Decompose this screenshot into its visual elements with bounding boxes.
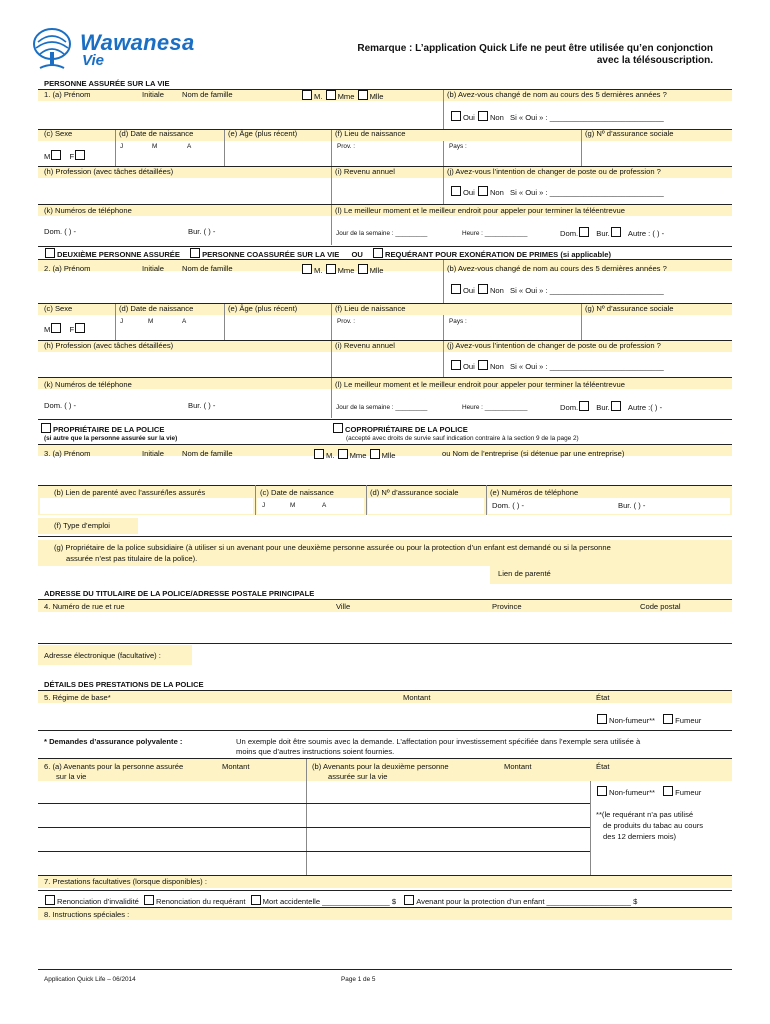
phone-bur-3: Bur. ( ) -	[618, 501, 646, 510]
divider	[224, 130, 225, 167]
question-best-time-2: (l) Le meilleur moment et le meilleur endroit pour appeler pour terminer la téléentrevue	[335, 380, 625, 389]
checkbox-sexe-f[interactable]	[75, 150, 85, 160]
label-revenu-2: (i) Revenu annuel	[335, 341, 395, 350]
label-montant: Montant	[403, 693, 431, 702]
label-dob: (d) Date de naissance	[119, 129, 194, 138]
label-tel: (k) Numéros de téléphone	[44, 206, 132, 215]
divider	[443, 315, 444, 341]
section1-title: PERSONNE ASSURÉE SUR LA VIE	[44, 79, 170, 88]
divider	[443, 167, 444, 205]
label-demandes: * Demandes d’assurance polyvalente :	[44, 737, 183, 746]
phone-dom-3: Dom. ( ) -	[492, 501, 525, 510]
phone-dom-2: Dom. ( ) -	[44, 401, 77, 410]
jour-semaine-1: Jour de la semaine : _________	[336, 230, 428, 237]
checkbox-bur[interactable]	[611, 227, 621, 237]
label-initiale-2: Initiale	[142, 264, 164, 273]
label-nom: Nom de famille	[182, 90, 233, 99]
divider	[443, 341, 444, 378]
label-lien: (b) Lien de parenté avec l’assuré/les assurés	[54, 488, 206, 497]
label-nas: (g) Nº d’assurance sociale	[585, 129, 674, 138]
label-ville: Ville	[336, 602, 351, 611]
dob-m-2: M	[148, 318, 154, 325]
checkbox-mlle[interactable]	[358, 264, 368, 274]
label-avenants-a-2: sur la vie	[56, 772, 87, 781]
job-change-answer-2: Oui Non Si « Oui » : ___________________________	[450, 360, 664, 372]
divider	[38, 485, 732, 486]
divider	[331, 378, 332, 418]
optional-benefits: Renonciation d’invalidité Renonciation du requérant Mort accidentelle ________________ $ Avenant pour la protection d’un enfant ____________________ $	[44, 895, 637, 907]
title-checkboxes-2: M. Mme Mlle	[301, 264, 384, 276]
checkbox-oui[interactable]	[451, 111, 461, 121]
label-revenu: (i) Revenu annuel	[335, 167, 395, 176]
label-m: M.	[314, 92, 323, 101]
label-prenom-2: 2. (a) Prénom	[44, 264, 91, 273]
checkbox-mort-accidentelle[interactable]	[251, 895, 261, 905]
label-instructions: 8. Instructions spéciales :	[44, 910, 130, 919]
checkbox-sexe-m[interactable]	[51, 150, 61, 160]
field-bg	[38, 600, 732, 612]
label-profession-2: (h) Profession (avec tâches détaillées)	[44, 341, 174, 350]
exemple-line-1: Un exemple doit être soumis avec la demande. L’affectation pour investissement spécifiée dans l’exemple sera utilisée à	[236, 737, 641, 746]
checkbox-non[interactable]	[478, 360, 488, 370]
checkbox-m[interactable]	[302, 264, 312, 274]
nas-input-3[interactable]	[368, 498, 484, 514]
label-age-2: (e) Âge (plus récent)	[228, 304, 298, 313]
divider	[38, 803, 590, 804]
footnote-line-1: **(le requérant n’a pas utilisé	[596, 810, 694, 819]
section2-title: DEUXIÈME PERSONNE ASSURÉE PERSONNE COASSURÉE SUR LA VIE OU REQUÉRANT POUR EXONÉRATION DE PRIMES (si applicable)	[44, 248, 611, 260]
title-checkboxes-1	[301, 90, 384, 102]
logo-text-sub: Vie	[82, 52, 104, 69]
lien-input[interactable]	[40, 498, 253, 514]
jour-semaine-2: Jour de la semaine : _________	[336, 404, 428, 411]
coowner-title: COPROPRIÉTAIRE DE LA POLICE	[332, 423, 468, 435]
tel-input-3[interactable]	[488, 498, 730, 514]
label-initiale: Initiale	[142, 90, 164, 99]
dob-j-3: J	[262, 502, 266, 509]
checkbox-proprietaire[interactable]	[41, 423, 51, 433]
checkbox-dom[interactable]	[579, 401, 589, 411]
smoker-status-1: Non-fumeur** Fumeur	[596, 714, 701, 726]
title-checkboxes-3: M. Mme Mlle	[313, 449, 396, 461]
label-regime: 5. Régime de base*	[44, 693, 111, 702]
field-bg	[38, 691, 732, 703]
footnote-line-3: des 12 derniers mois)	[603, 832, 677, 841]
remark-line-2: avec la télésouscription.	[596, 55, 713, 66]
label-entreprise: ou Nom de l’entreprise (si détenue par une entreprise)	[442, 449, 625, 458]
label-nas-2: (g) Nº d’assurance sociale	[585, 304, 674, 313]
label-lien-parente: Lien de parenté	[498, 569, 551, 578]
name-change-answer-2: Oui Non Si « Oui » : ___________________________	[450, 284, 664, 296]
checkbox-fumeur[interactable]	[663, 786, 673, 796]
checkbox-bur[interactable]	[611, 401, 621, 411]
divider	[38, 643, 732, 644]
divider	[331, 167, 332, 205]
label-type-emploi: (f) Type d’emploi	[54, 521, 110, 530]
checkbox-dom[interactable]	[579, 227, 589, 237]
label-montant-b: Montant	[504, 762, 532, 771]
label-lieu-2: (f) Lieu de naissance	[335, 304, 406, 313]
divider	[331, 130, 332, 167]
footer-page: Page 1 de 5	[341, 976, 376, 983]
label-etat-b: État	[596, 762, 610, 771]
label-email: Adresse électronique (facultative) :	[44, 651, 161, 660]
label-montant-a: Montant	[222, 762, 250, 771]
section5-title: DÉTAILS DES PRESTATIONS DE LA POLICE	[44, 680, 204, 689]
section4-title: ADRESSE DU TITULAIRE DE LA POLICE/ADRESSE POSTALE PRINCIPALE	[44, 589, 315, 598]
checkbox-avenant-enfant[interactable]	[404, 895, 414, 905]
exemple-line-2: moins que d’autres instructions soient fournies.	[236, 747, 395, 756]
checkbox-renonciation-invalidite[interactable]	[45, 895, 55, 905]
label-avenants-b-1: (b) Avenants pour la deuxième personne	[312, 762, 449, 771]
checkbox-coassure[interactable]	[190, 248, 200, 258]
label-lieu: (f) Lieu de naissance	[335, 129, 406, 138]
label-nom-2: Nom de famille	[182, 264, 233, 273]
checkbox-mme[interactable]	[338, 449, 348, 459]
divider	[486, 485, 487, 515]
question-job-change-1: (j) Avez-vous l’intention de changer de poste ou de profession ?	[447, 167, 661, 176]
phone-bur-1: Bur. ( ) -	[188, 227, 216, 236]
divider	[115, 130, 116, 167]
divider	[443, 141, 444, 167]
dob-j: J	[120, 143, 124, 150]
label-profession: (h) Profession (avec tâches détaillées)	[44, 167, 174, 176]
sexe-options-1: M F	[44, 150, 87, 162]
email-input[interactable]	[194, 645, 732, 665]
divider	[38, 730, 732, 731]
divider	[331, 341, 332, 378]
checkbox-mlle[interactable]	[358, 90, 368, 100]
divider	[581, 130, 582, 167]
label-age: (e) Âge (plus récent)	[228, 129, 298, 138]
label-pays-2: Pays :	[449, 318, 467, 325]
dob-a-2: A	[182, 318, 187, 325]
divider	[38, 536, 732, 537]
tree-logo-icon	[30, 26, 80, 72]
checkbox-deuxieme[interactable]	[45, 248, 55, 258]
heure-1: Heure : ____________	[462, 230, 528, 237]
divider	[590, 781, 591, 875]
checkbox-non[interactable]	[478, 186, 488, 196]
label-nom-3: Nom de famille	[182, 449, 233, 458]
label-tel-3: (e) Numéros de téléphone	[490, 488, 579, 497]
field-bg	[38, 908, 732, 920]
checkbox-mme[interactable]	[326, 264, 336, 274]
label-prenom-3: 3. (a) Prénom	[44, 449, 91, 458]
subsidiary-owner-line-2: assurée n’est pas titulaire de la police).	[66, 554, 198, 563]
si-oui-blank: Si « Oui » : ___________________________	[510, 113, 664, 122]
checkbox-oui[interactable]	[451, 360, 461, 370]
owner-note: (si autre que la personne assurée sur la vie)	[44, 435, 178, 442]
footnote-line-2: de produits du tabac au cours	[603, 821, 704, 830]
divider	[255, 485, 256, 515]
name-change-answer-1: Oui Non Si « Oui » : ___________________________	[450, 111, 664, 123]
checkbox-non[interactable]	[478, 284, 488, 294]
phone-dom-1: Dom. ( ) -	[44, 227, 77, 236]
divider	[38, 246, 732, 247]
divider	[331, 205, 332, 245]
divider	[443, 90, 444, 130]
checkbox-non[interactable]	[478, 111, 488, 121]
label-sexe: (c) Sexe	[44, 129, 73, 138]
divider	[115, 304, 116, 341]
dob-input-3[interactable]	[257, 498, 364, 514]
wawanesa-logo	[30, 26, 200, 72]
label-initiale-3: Initiale	[142, 449, 164, 458]
owner-title: PROPRIÉTAIRE DE LA POLICE	[40, 423, 164, 435]
checkbox-oui[interactable]	[451, 186, 461, 196]
dob-m: M	[152, 143, 158, 150]
label-prov: Prov. :	[337, 143, 355, 150]
remark-line-1: Remarque : L’application Quick Life ne peut être utilisée qu’en conjonction	[357, 43, 713, 54]
divider	[38, 827, 590, 828]
phone-bur-2: Bur. ( ) -	[188, 401, 216, 410]
checkbox-mlle[interactable]	[370, 449, 380, 459]
sexe-options-2: M F	[44, 323, 87, 335]
subsidiary-owner-line-1: (g) Propriétaire de la police subsidiaire (à utiliser si un avenant pour une deuxième personne assurée ou pour la protection d’un enfant est demandé ou si la personne	[54, 543, 611, 552]
divider	[224, 304, 225, 341]
dob-a-3: A	[322, 502, 327, 509]
label-mme: Mme	[337, 92, 355, 101]
checkbox-renonciation-requerant[interactable]	[144, 895, 154, 905]
label-dob-3: (c) Date de naissance	[260, 488, 334, 497]
label-etat: État	[596, 693, 610, 702]
checkbox-m[interactable]	[302, 90, 312, 100]
question-name-change-2: (b) Avez-vous changé de nom au cours des 5 dernières années ?	[447, 264, 667, 273]
dob-a: A	[187, 143, 192, 150]
checkbox-mme[interactable]	[326, 90, 336, 100]
checkbox-requerant[interactable]	[373, 248, 383, 258]
checkbox-m[interactable]	[314, 449, 324, 459]
divider	[366, 485, 367, 515]
dob-j-2: J	[120, 318, 124, 325]
divider	[38, 851, 590, 852]
checkbox-coproprietaire[interactable]	[333, 423, 343, 433]
label-province: Province	[492, 602, 522, 611]
label-pays: Pays :	[449, 143, 467, 150]
divider	[443, 260, 444, 304]
label-mlle: Mlle	[369, 92, 384, 101]
instructions-input[interactable]	[38, 921, 732, 970]
question-name-change-1: (b) Avez-vous changé de nom au cours des 5 dernières années ?	[447, 90, 667, 99]
checkbox-sexe-m[interactable]	[51, 323, 61, 333]
question-best-time-1: (l) Le meilleur moment et le meilleur endroit pour appeler pour terminer la téléentrevue	[335, 206, 625, 215]
divider	[38, 419, 732, 420]
label-dob-2: (d) Date de naissance	[119, 304, 194, 313]
label-facultatives: 7. Prestations facultatives (lorsque disponibles) :	[44, 877, 207, 886]
label-avenants-a-1: 6. (a) Avenants pour la personne assurée	[44, 762, 184, 771]
dob-m-3: M	[290, 502, 296, 509]
divider	[38, 890, 732, 891]
divider	[581, 304, 582, 341]
label-prenom-1: 1. (a) Prénom	[44, 90, 91, 99]
checkbox-fumeur[interactable]	[663, 714, 673, 724]
call-place-1: Dom. Bur. Autre : ( ) -	[560, 229, 665, 238]
divider	[306, 759, 307, 875]
heure-2: Heure : ____________	[462, 404, 528, 411]
label-tel-2: (k) Numéros de téléphone	[44, 380, 132, 389]
label-sexe-2: (c) Sexe	[44, 304, 73, 313]
label-rue: 4. Numéro de rue et rue	[44, 602, 125, 611]
label-code: Code postal	[640, 602, 681, 611]
checkbox-non-fumeur[interactable]	[597, 714, 607, 724]
footer-left: Application Quick Life – 06/2014	[44, 976, 136, 983]
checkbox-sexe-f[interactable]	[75, 323, 85, 333]
divider	[38, 758, 732, 759]
coowner-note: (accepté avec droits de survie sauf indication contraire à la section 9 de la page 2)	[346, 435, 579, 442]
divider	[331, 304, 332, 341]
checkbox-non-fumeur[interactable]	[597, 786, 607, 796]
smoker-status-2: Non-fumeur** Fumeur	[596, 786, 701, 798]
call-place-2: Dom. Bur. Autre :( ) -	[560, 403, 663, 412]
job-change-answer-1: Oui Non Si « Oui » : ___________________________	[450, 186, 664, 198]
checkbox-oui[interactable]	[451, 284, 461, 294]
logo-text-main: Wawanesa	[80, 30, 195, 55]
label-nas-3: (d) Nº d’assurance sociale	[370, 488, 459, 497]
question-job-change-2: (j) Avez-vous l’intention de changer de poste ou de profession ?	[447, 341, 661, 350]
subsidiary-owner-input[interactable]	[40, 566, 488, 584]
label-prov-2: Prov. :	[337, 318, 355, 325]
label-avenants-b-2: assurée sur la vie	[328, 772, 388, 781]
